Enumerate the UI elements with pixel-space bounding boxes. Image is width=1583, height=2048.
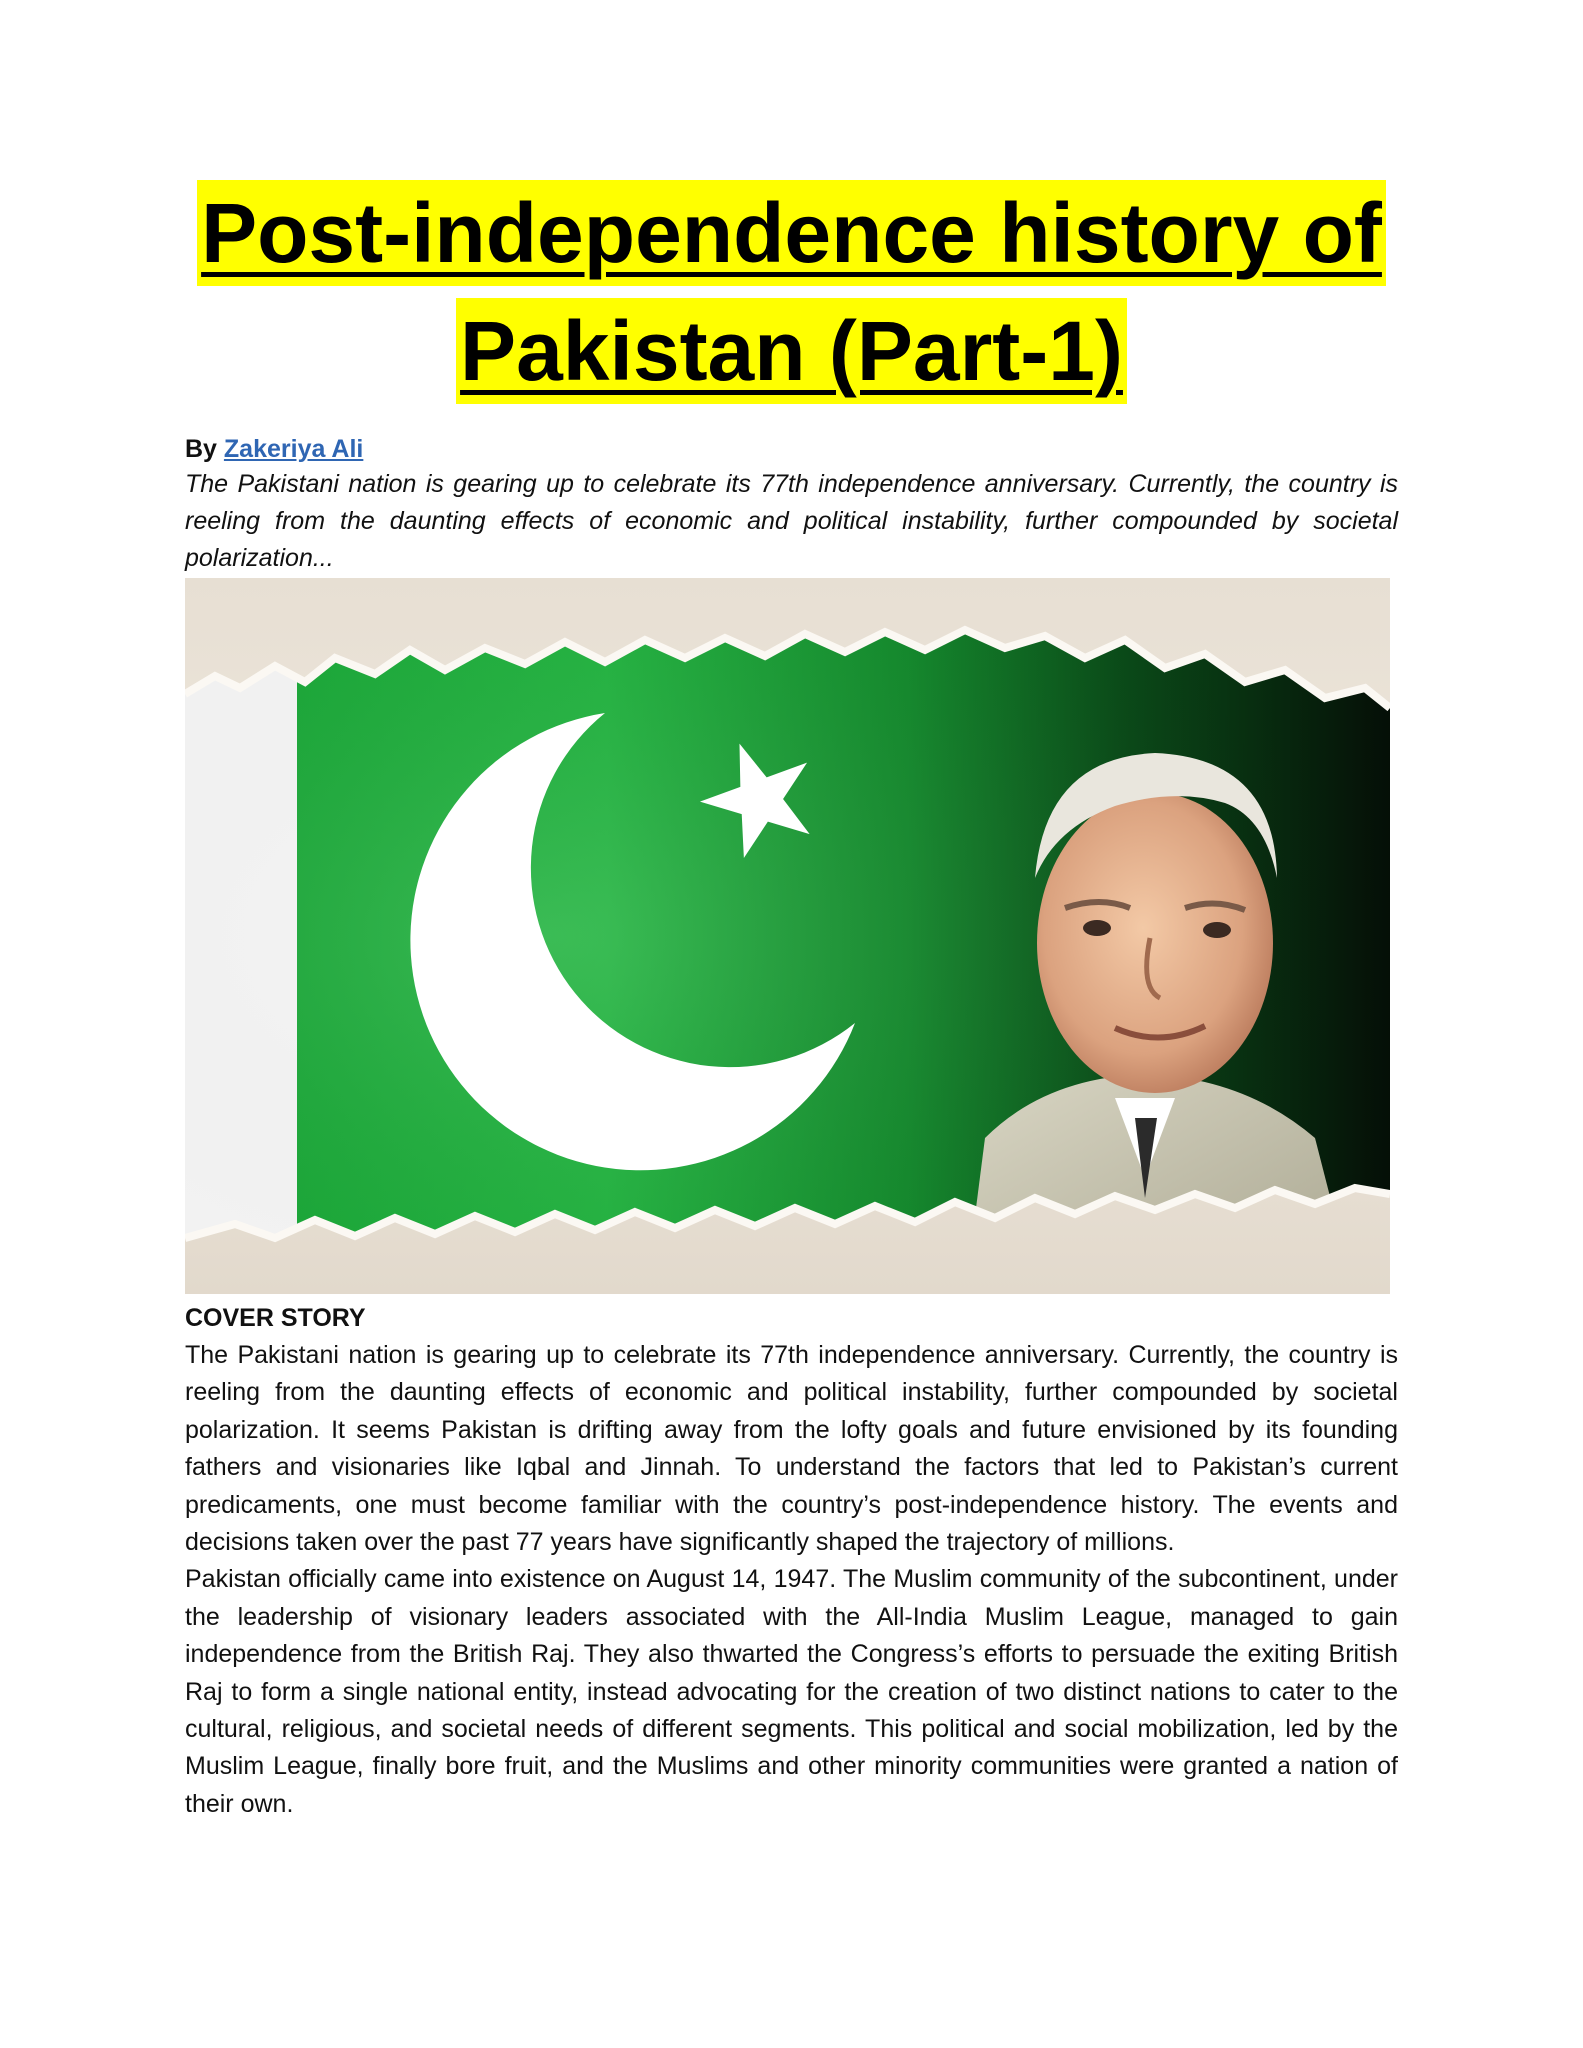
byline — [185, 432, 363, 466]
article-body — [185, 1337, 1398, 1823]
title-line-2: Pakistan (Part-1) — [456, 298, 1127, 404]
hero-illustration — [185, 578, 1390, 1294]
intro-text: The Pakistani nation is gearing up to celebrate its 77th independence anniversary. Currently, the country is reeling from the daunting effects of economic and political instability, further compounded by societal polarization... — [185, 470, 1398, 572]
author-link[interactable]: Zakeriya Ali — [223, 435, 364, 463]
title-line-1: Post-independence history of — [197, 180, 1386, 286]
article-title — [180, 180, 1403, 404]
section-label: COVER STORY — [185, 1304, 366, 1332]
hero-image — [185, 578, 1390, 1294]
body-paragraph-2: Pakistan officially came into existence on August 14, 1947. The Muslim community of the subcontinent, under the leadership of visionary leaders associated with the All-India Muslim League, managed to gain independence from the British Raj. They also thwarted the Congress’s efforts to persuade the exiting British Raj to form a single national entity, instead advocating for the creation of two distinct nations to cater to the cultural, religious, and societal needs of different segments. This political and social mobilization, led by the Muslim League, finally bore fruit, and the Muslims and other minority communities were granted a nation of their own. — [185, 1565, 1398, 1818]
body-paragraph-1: The Pakistani nation is gearing up to celebrate its 77th independence anniversary. Currently, the country is reeling from the daunting effects of economic and political instability, further compounded by societal polarization. It seems Pakistan is drifting away from the lofty goals and future envisioned by its founding fathers and visionaries like Iqbal and Jinnah. To understand the factors that led to Pakistan’s current predicaments, one must become familiar with the country’s post-independence history. The events and decisions taken over the past 77 years have significantly shaped the trajectory of millions. — [185, 1341, 1398, 1557]
pakistan-flag-icon — [185, 578, 1390, 1294]
byline-prefix: By — [185, 435, 224, 463]
